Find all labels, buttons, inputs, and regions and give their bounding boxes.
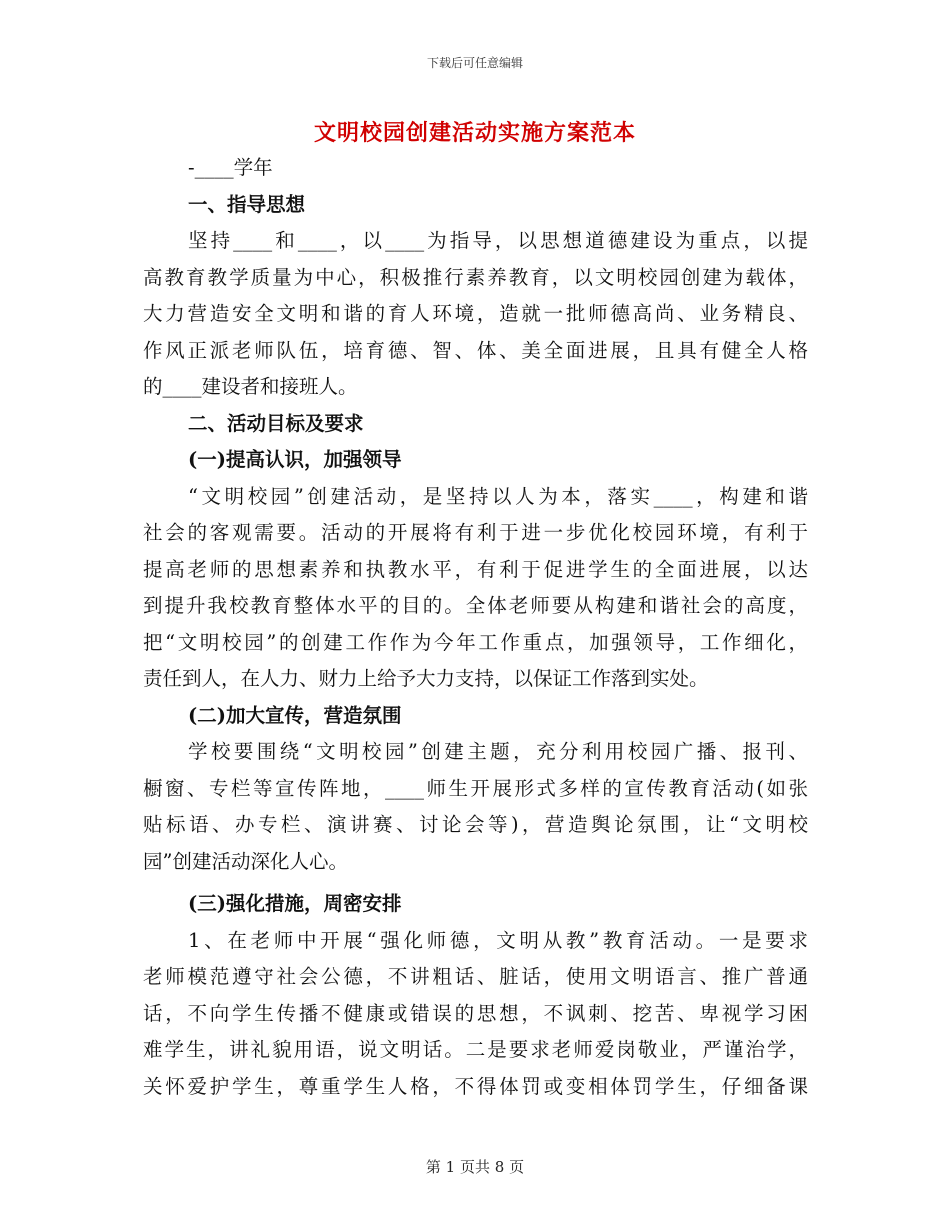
paragraph-line: 作风正派老师队伍，培育德、智、体、美全面进展，且具有健全人格 [143, 338, 808, 362]
paragraph-line: 到提升我校教育整体水平的目的。全体老师要从构建和谐社会的高度， [143, 594, 808, 617]
paragraph-line: 橱窗、专栏等宣传阵地，____师生开展形式多样的宣传教育活动(如张 [143, 776, 808, 800]
subsection-heading: (三)强化措施，周密安排 [188, 892, 402, 915]
paragraph-line: 1、在老师中开展“强化师德，文明从教”教育活动。一是要求 [188, 928, 808, 952]
paragraph-line: 难学生，讲礼貌用语，说文明话。二是要求老师爱岗敬业，严谨治学， [143, 1038, 808, 1061]
paragraph-line: 提高老师的思想素养和执教水平，有利于促进学生的全面进展，以达 [143, 557, 808, 581]
paragraph-line: “文明校园”创建活动，是坚持以人为本，落实____，构建和谐 [188, 484, 808, 508]
paragraph-line: 社会的客观需要。活动的开展将有利于进一步优化校园环境，有利于 [143, 521, 808, 544]
subsection-heading: (一)提高认识，加强领导 [188, 448, 402, 471]
paragraph-line: 把“文明校园”的创建工作作为今年工作重点，加强领导，工作细化， [143, 630, 808, 654]
section-heading: 二、活动目标及要求 [188, 411, 364, 435]
document-body [143, 150, 808, 1105]
paragraph-line: 学校要围绕“文明校园”创建主题，充分利用校园广播、报刊、 [188, 740, 808, 763]
paragraph-line: 的____建设者和接班人。 [143, 375, 358, 398]
section-heading: 一、指导思想 [188, 192, 306, 216]
paragraph-line: 关怀爱护学生，尊重学生人格，不得体罚或变相体罚学生，仔细备课 [143, 1074, 808, 1098]
page-footer: 第 1 页共 8 页 [425, 1158, 525, 1176]
paragraph-line: 园”创建活动深化人心。 [143, 849, 348, 873]
paragraph-line: 话，不向学生传播不健康或错误的思想，不讽刺、挖苦、卑视学习困 [143, 1001, 808, 1025]
paragraph-line: 坚持____和____，以____为指导，以思想道德建设为重点，以提 [188, 229, 808, 252]
paragraph-line: 老师模范遵守社会公德，不讲粗话、脏话，使用文明语言、推广普通 [143, 965, 808, 988]
paragraph-line: 高教育教学质量为中心，积极推行素养教育，以文明校园创建为载体， [143, 265, 808, 289]
document-title: 文明校园创建活动实施方案范本 [313, 120, 636, 146]
paragraph-line: 大力营造安全文明和谐的育人环境，造就一批师德高尚、业务精良、 [143, 302, 808, 325]
subsection-heading: (二)加大宣传，营造氛围 [188, 703, 402, 727]
school-year-line: -____学年 [188, 156, 273, 179]
page-header: 下载后可任意编辑 [426, 56, 523, 70]
paragraph-line: 责任到人，在人力、财力上给予大力支持，以保证工作落到实处。 [143, 667, 709, 690]
paragraph-line: 贴标语、办专栏、演讲赛、讨论会等)，营造舆论氛围，让“文明校 [143, 813, 808, 836]
